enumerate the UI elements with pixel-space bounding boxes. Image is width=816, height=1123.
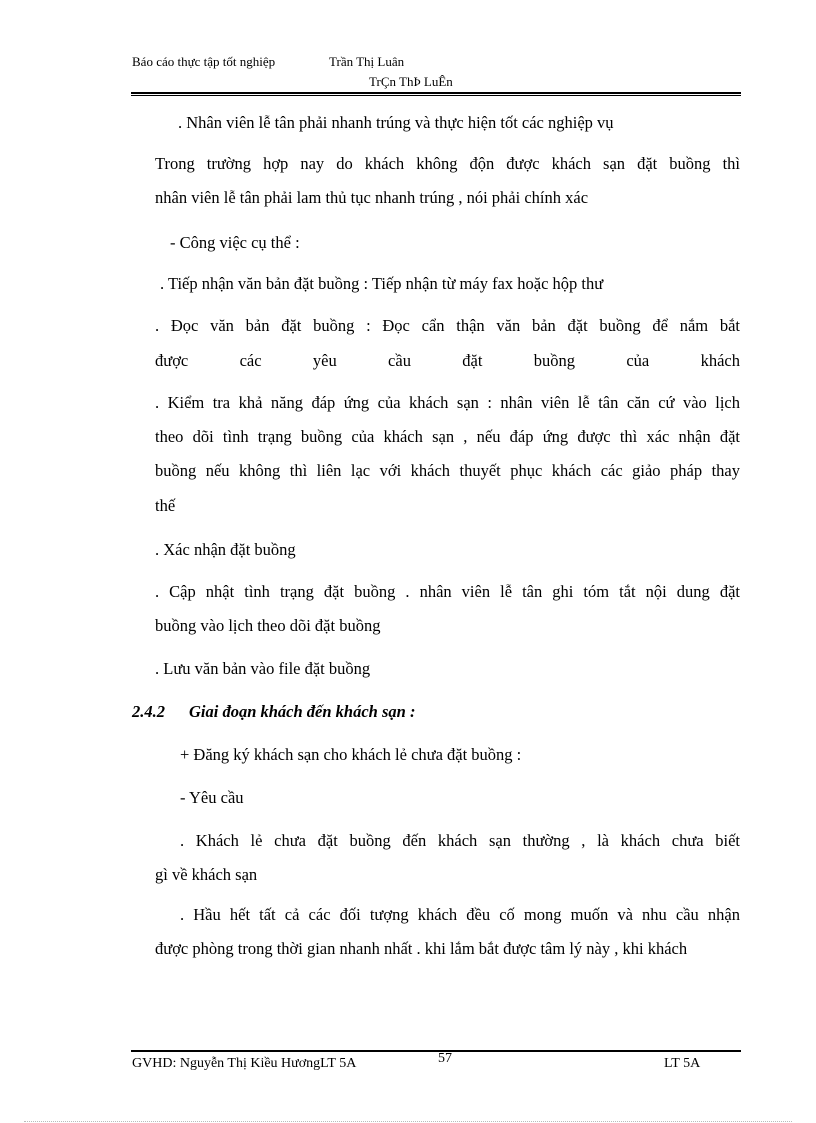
footer-instructor: GVHD: Nguyễn Thị Kiều HươngLT 5A <box>132 1056 357 1071</box>
paragraph-line: + Đăng ký khách sạn cho khách lẻ chưa đặt buồng : <box>180 745 522 764</box>
section-heading: Giai đoạn khách đến khách sạn : <box>189 702 416 721</box>
paragraph-line: buồng vào lịch theo dõi đặt buồng <box>155 616 381 635</box>
paragraph-line: nhân viên lễ tân phải lam thủ tục nhanh trúng , nói phải chính xác <box>155 188 589 207</box>
paragraph-line: được các yêu cầu đặt buồng của khách <box>155 351 740 370</box>
header-rule-thick <box>131 92 741 94</box>
paragraph-line: . Lưu văn bản vào file đặt buồng <box>155 659 371 678</box>
paragraph-line: buồng nếu không thì liên lạc với khách thuyết phục khách các giảo pháp thay <box>155 461 740 480</box>
header-rule-thin <box>131 95 741 96</box>
page-edge-divider <box>24 1121 792 1122</box>
paragraph-line: . Khách lẻ chưa đặt buồng đến khách sạn thường , là khách chưa biết <box>180 831 740 850</box>
paragraph-line: theo dõi tình trạng buồng của khách sạn , nếu đáp ứng được thì xác nhận đặt <box>155 427 740 446</box>
header-author-garbled: TrÇn ThÞ LuÊn <box>369 74 453 89</box>
paragraph-line: . Tiếp nhận văn bản đặt buồng : Tiếp nhận từ máy fax hoặc hộp thư <box>160 274 604 293</box>
header-title: Báo cáo thực tập tốt nghiệp <box>132 54 276 69</box>
paragraph-line: gì về khách sạn <box>155 865 258 884</box>
paragraph-line: . Đọc văn bản đặt buồng : Đọc cẩn thận văn bản đặt buồng để nắm bắt <box>155 316 740 335</box>
paragraph-line: - Yêu cầu <box>180 788 244 807</box>
paragraph-line: . Cập nhật tình trạng đặt buồng . nhân viên lễ tân ghi tóm tắt nội dung đặt <box>155 582 740 601</box>
page-number: 57 <box>438 1051 452 1066</box>
paragraph-line: thế <box>155 496 176 515</box>
section-number: 2.4.2 <box>132 702 165 721</box>
paragraph-line: . Xác nhận đặt buồng <box>155 540 296 559</box>
footer-class: LT 5A <box>664 1056 701 1071</box>
paragraph-line: - Công việc cụ thể : <box>170 233 300 252</box>
paragraph-line: . Kiểm tra khả năng đáp ứng của khách sạn : nhân viên lễ tân căn cứ vào lịch <box>155 393 740 412</box>
paragraph-line: . Nhân viên lễ tân phải nhanh trúng và thực hiện tốt các nghiệp vụ <box>178 113 614 132</box>
footer-rule <box>131 1050 741 1052</box>
paragraph-line: Trong trường hợp nay do khách không độn được khách sạn đặt buồng thì <box>155 154 740 173</box>
header-author: Trần Thị Luân <box>329 54 405 69</box>
paragraph-line: . Hầu hết tất cả các đối tượng khách đều cố mong muốn và nhu cầu nhận <box>180 905 740 924</box>
paragraph-line: được phòng trong thời gian nhanh nhất . khi lắm bắt được tâm lý này , khi khách <box>155 939 688 958</box>
